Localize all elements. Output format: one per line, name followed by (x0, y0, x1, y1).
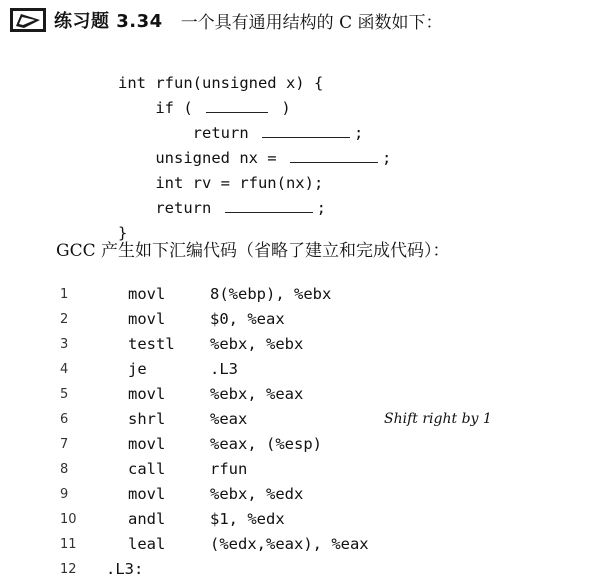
assembly-intro-text: GCC 产生如下汇编代码（省略了建立和完成代码）： (56, 241, 450, 261)
code-line (62, 121, 392, 167)
code-text: if ( (118, 99, 202, 117)
instruction-opcode: movl (128, 285, 166, 303)
assembly-row (0, 407, 609, 432)
line-number: 3 (60, 337, 69, 352)
instruction-opcode: movl (128, 485, 166, 503)
code-text: int rv = rfun(nx); (118, 174, 324, 192)
instruction-operands: %ebx, %edx (210, 485, 304, 503)
instruction-operands: %ebx, %eax (210, 385, 304, 403)
line-number: 4 (60, 362, 69, 377)
assembly-row (0, 507, 609, 532)
code-line (62, 146, 324, 192)
line-number: 12 (60, 562, 77, 577)
instruction-opcode: movl (128, 435, 166, 453)
code-text: return (118, 124, 258, 142)
exercise-title: 练习题 3.34 (54, 11, 163, 32)
instruction-operands: %ebx, %ebx (210, 335, 304, 353)
instruction-comment: Shift right by 1 (384, 411, 492, 427)
line-number: 2 (60, 312, 69, 327)
exercise-header (10, 6, 443, 34)
code-line (62, 171, 326, 217)
code-text: ) (272, 99, 291, 117)
assembly-row (0, 432, 609, 457)
code-text: } (118, 224, 128, 242)
line-number: 11 (60, 537, 77, 552)
instruction-operands: .L3 (210, 360, 238, 378)
assembly-row (0, 307, 609, 332)
code-line (62, 71, 291, 117)
code-text: ; (353, 124, 364, 142)
instruction-opcode: testl (128, 335, 175, 353)
assembly-label: .L3: (106, 560, 144, 578)
assembly-row (0, 382, 609, 407)
assembly-row (0, 282, 609, 307)
line-number: 6 (60, 412, 69, 427)
line-number: 8 (60, 462, 69, 477)
instruction-operands: %eax, (%esp) (210, 435, 322, 453)
instruction-operands: rfun (210, 460, 248, 478)
instruction-opcode: andl (128, 510, 166, 528)
instruction-operands: %eax (210, 410, 248, 428)
exercise-description: 一个具有通用结构的 C 函数如下： (180, 12, 443, 33)
code-text: ; (316, 199, 326, 217)
code-line (62, 46, 324, 92)
instruction-operands: $1, %edx (210, 510, 285, 528)
instruction-opcode: shrl (128, 410, 166, 428)
code-text: ; (381, 149, 392, 167)
line-number: 7 (60, 437, 69, 452)
line-number: 1 (60, 287, 69, 302)
instruction-opcode: movl (128, 385, 166, 403)
assembly-label-row (0, 557, 609, 582)
fill-in-blank (225, 196, 313, 213)
code-line (62, 196, 128, 242)
instruction-opcode: je (128, 360, 147, 378)
assembly-row (0, 457, 609, 482)
instruction-opcode: call (128, 460, 166, 478)
assembly-row (0, 482, 609, 507)
code-text: return (118, 199, 221, 217)
code-text: int rfun(unsigned x) { (118, 74, 324, 92)
instruction-opcode: movl (128, 310, 166, 328)
assembly-row (0, 357, 609, 382)
line-number: 5 (60, 387, 69, 402)
code-line (62, 96, 364, 142)
code-text: unsigned nx = (118, 149, 286, 167)
instruction-operands: $0, %eax (210, 310, 285, 328)
exercise-pencil-icon (10, 8, 46, 32)
assembly-row (0, 332, 609, 357)
instruction-opcode: leal (128, 535, 166, 553)
line-number: 9 (60, 487, 69, 502)
instruction-operands: (%edx,%eax), %eax (210, 535, 369, 553)
line-number: 10 (60, 512, 77, 527)
instruction-operands: 8(%ebp), %ebx (210, 285, 332, 303)
assembly-row (0, 532, 609, 557)
